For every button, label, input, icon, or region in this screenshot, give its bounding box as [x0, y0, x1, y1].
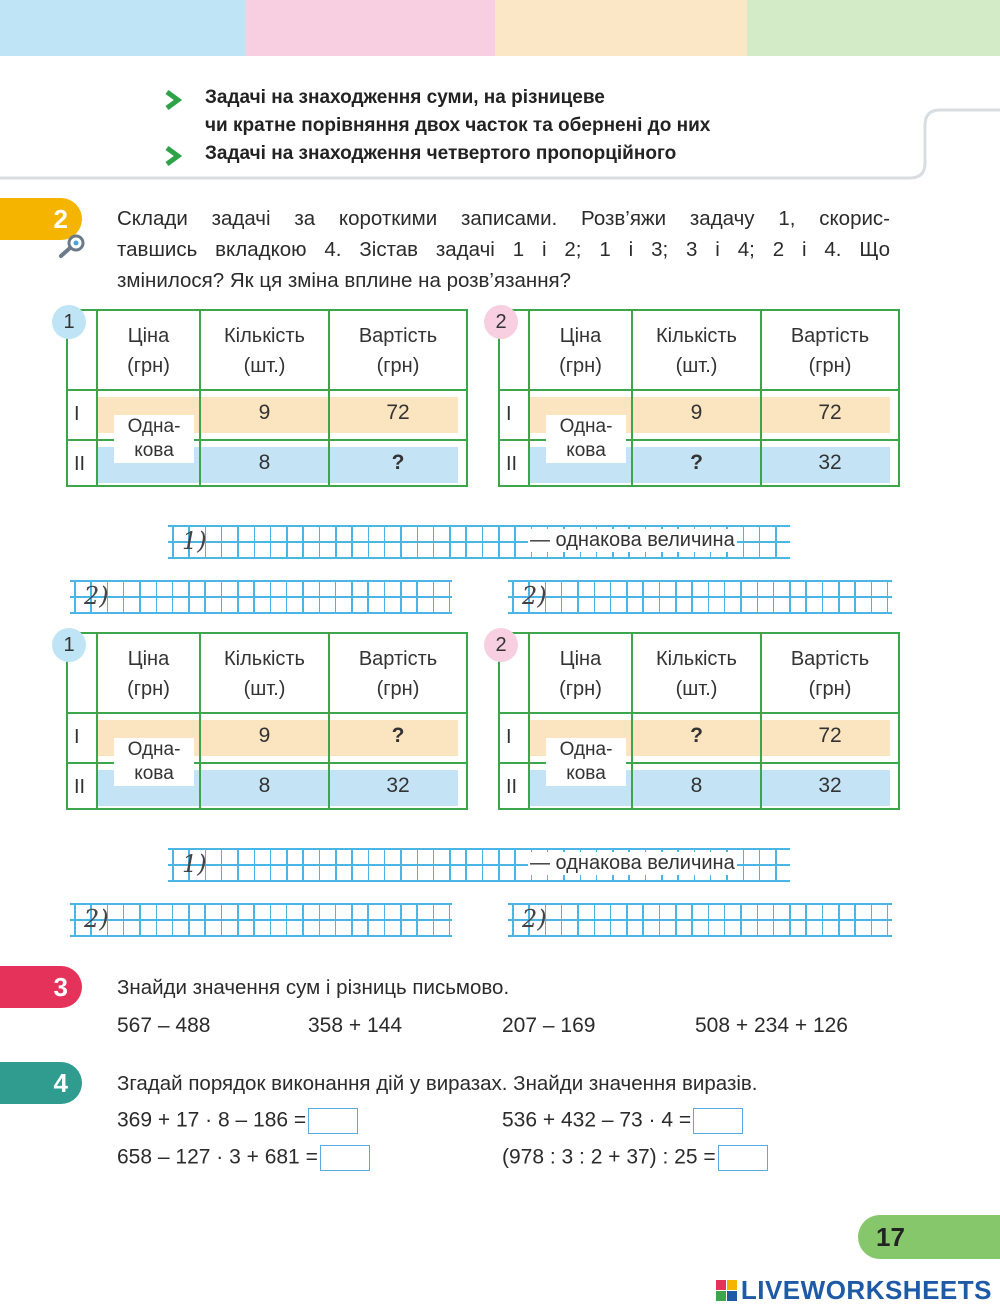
task4-expression-1: [117, 1108, 358, 1134]
grid-line: [577, 903, 579, 937]
grid-line: [514, 525, 516, 559]
grid-line: [351, 525, 353, 559]
grid-line: [561, 580, 563, 614]
answer-input[interactable]: [718, 1145, 768, 1171]
grid-line: [577, 580, 579, 614]
grid-line: [351, 580, 353, 614]
table-cell: 8: [690, 774, 703, 797]
grid-line: [659, 903, 661, 937]
same-label-line: кова: [546, 762, 626, 786]
grid-line: [626, 903, 628, 937]
brand-text: LIVEWORKSHEETS: [740, 1275, 992, 1305]
grid-line: [887, 903, 889, 937]
expression-text: 536 + 432 – 73 · 4 =: [502, 1108, 692, 1132]
header-line: Ціна: [559, 648, 602, 670]
answer-grid[interactable]: [70, 580, 452, 614]
grid-line: [508, 935, 892, 937]
grid-line: [156, 580, 158, 614]
task4-text: Згадай порядок виконання дій у виразах. Знайди значення виразів.: [117, 1072, 758, 1095]
grid-line: [449, 903, 451, 937]
column-header-cost: [330, 644, 466, 704]
grid-line: [302, 525, 304, 559]
brand-logo-icon: [716, 1280, 737, 1301]
answer-input[interactable]: [693, 1108, 743, 1134]
grid-line: [253, 903, 255, 937]
grid-line: [70, 580, 452, 582]
grid-line: [384, 848, 386, 882]
grid-line: [335, 580, 337, 614]
page-number: 17: [858, 1215, 1000, 1259]
table-cell: 72: [818, 401, 842, 424]
grid-line: [168, 557, 790, 559]
column-header-cost: [762, 321, 898, 381]
grid-line: [708, 903, 710, 937]
grid-line: [221, 525, 223, 559]
grid-line: [482, 525, 484, 559]
grid-line: [775, 525, 777, 559]
row-label: I: [74, 726, 80, 748]
grid-line: [512, 903, 514, 937]
unknown-value: ?: [690, 451, 703, 474]
grid-line: [789, 580, 791, 614]
same-price-label: [114, 415, 194, 463]
grid-line: [70, 596, 452, 598]
header-line: (грн): [376, 678, 420, 700]
header-line: Вартість: [358, 325, 438, 347]
grid-line: [759, 525, 761, 559]
grid-line: [433, 580, 435, 614]
grid-line: [237, 580, 239, 614]
table-cell: 32: [818, 451, 842, 474]
grid-line: [757, 580, 759, 614]
handwritten-number: 2): [522, 905, 547, 933]
grid-line: [270, 848, 272, 882]
header-line: Кількість: [224, 648, 305, 670]
grid-line: [400, 848, 402, 882]
grid-line: [400, 580, 402, 614]
unknown-value: ?: [690, 724, 703, 747]
answer-input[interactable]: [320, 1145, 370, 1171]
grid-line: [757, 903, 759, 937]
unknown-value: ?: [391, 724, 405, 747]
grid-line: [871, 903, 873, 937]
grid-line: [610, 580, 612, 614]
grid-line: [887, 580, 889, 614]
row-label: II: [74, 453, 86, 475]
task3-expression: 567 – 488: [117, 1014, 211, 1037]
grid-line: [351, 848, 353, 882]
grid-line: [302, 903, 304, 937]
same-label-line: кова: [114, 762, 194, 786]
table-divider: [500, 389, 898, 391]
grid-line: [123, 903, 125, 937]
row-label: II: [74, 776, 86, 798]
grid-line: [139, 903, 141, 937]
grid-line: [237, 525, 239, 559]
answer-grid[interactable]: [508, 580, 892, 614]
column-header-price: [530, 644, 631, 704]
grid-line: [759, 848, 761, 882]
handwritten-number: 2): [522, 582, 547, 610]
grid-line: [838, 580, 840, 614]
same-label-line: Одна-: [546, 415, 626, 439]
grid-line: [335, 848, 337, 882]
grid-line: [335, 525, 337, 559]
header-line: Вартість: [790, 325, 870, 347]
grid-line: [691, 580, 693, 614]
grid-line: [740, 903, 742, 937]
column-header-price: [98, 644, 199, 704]
table-cell: 32: [386, 774, 410, 797]
grid-line: [172, 525, 174, 559]
answer-grid[interactable]: [168, 525, 790, 559]
same-label-line: кова: [546, 439, 626, 463]
grid-line: [368, 848, 370, 882]
grid-line: [237, 848, 239, 882]
grid-line: [204, 580, 206, 614]
header-line: (грн): [559, 355, 602, 377]
task3-expression: 358 + 144: [308, 1014, 403, 1037]
grid-line: [416, 580, 418, 614]
grid-line: [172, 903, 174, 937]
task4-expression-4: [502, 1145, 768, 1171]
grid-line: [270, 903, 272, 937]
task-number-3: 3: [0, 966, 82, 1008]
grid-line: [123, 580, 125, 614]
same-label-line: Одна-: [546, 738, 626, 762]
column-header-cost: [762, 644, 898, 704]
table-divider: [68, 389, 466, 391]
grid-line: [286, 525, 288, 559]
table-number-badge: 1: [52, 305, 86, 339]
grid-line: [168, 525, 790, 527]
grid-line: [254, 525, 256, 559]
header-line: (шт.): [243, 678, 286, 700]
table-number-badge: 1: [52, 628, 86, 662]
row-label: II: [506, 453, 518, 475]
task4-expression-2: [502, 1108, 743, 1134]
grid-line: [417, 525, 419, 559]
grid-line: [70, 935, 452, 937]
task2-text-line-2: тавшись вкладкою 4. Зістав задачі 1 і 2; 1 і 3; 3 і 4; 2 і 4. Що: [117, 238, 890, 261]
grid-line: [508, 919, 892, 921]
grid-line: [384, 903, 386, 937]
grid-line: [789, 903, 791, 937]
header-line: (грн): [127, 678, 170, 700]
column-header-price: [530, 321, 631, 381]
grid-line: [74, 903, 76, 937]
grid-line: [449, 848, 451, 882]
handwritten-number: 2): [84, 905, 109, 933]
topic-line-1: Задачі на знаходження суми, на різницеве: [205, 87, 605, 108]
grid-line: [871, 580, 873, 614]
grid-line: [822, 903, 824, 937]
liveworksheets-logo: [716, 1275, 992, 1306]
grid-line: [139, 580, 141, 614]
grid-line: [384, 580, 386, 614]
grid-line: [626, 580, 628, 614]
header-line: (шт.): [243, 355, 286, 377]
header-line: (грн): [808, 355, 852, 377]
handwritten-number: 1): [182, 527, 207, 555]
grid-line: [482, 848, 484, 882]
same-label-line: Одна-: [114, 738, 194, 762]
row-label: I: [506, 726, 512, 748]
header-line: Ціна: [559, 325, 602, 347]
grid-line: [335, 903, 337, 937]
grid-line: [319, 580, 321, 614]
grid-line: [417, 848, 419, 882]
grid-line: [773, 903, 775, 937]
column-header-price: [98, 321, 199, 381]
table-divider: [500, 712, 898, 714]
row-label: I: [506, 403, 512, 425]
grid-line: [594, 580, 596, 614]
header-line: Ціна: [127, 325, 170, 347]
task-number-4: 4: [0, 1062, 82, 1104]
grid-line: [508, 580, 892, 582]
task3-text: Знайди значення сум і різниць письмово.: [117, 976, 510, 999]
table-number-badge: 2: [484, 628, 518, 662]
answer-grid[interactable]: [70, 903, 452, 937]
header-line: (грн): [127, 355, 170, 377]
grid-line: [508, 903, 892, 905]
grid-line: [400, 903, 402, 937]
header-line: Вартість: [358, 648, 438, 670]
same-quantity-label: — однакова величина: [530, 529, 735, 551]
grid-line: [172, 580, 174, 614]
short-record-table: [498, 309, 900, 487]
table-divider: [68, 712, 466, 714]
grid-line: [237, 903, 239, 937]
grid-line: [805, 903, 807, 937]
chevron-right-icon: [164, 90, 182, 110]
header-line: Кількість: [656, 325, 737, 347]
grid-line: [610, 903, 612, 937]
table-cell: 72: [386, 401, 410, 424]
grid-line: [221, 580, 223, 614]
grid-line: [188, 580, 190, 614]
grid-line: [642, 903, 644, 937]
grid-line: [514, 848, 516, 882]
grid-line: [221, 903, 223, 937]
grid-line: [286, 848, 288, 882]
table-cell: 8: [258, 451, 271, 474]
grid-line: [270, 525, 272, 559]
grid-line: [708, 580, 710, 614]
grid-line: [642, 580, 644, 614]
grid-line: [743, 525, 745, 559]
grid-line: [691, 903, 693, 937]
grid-line: [854, 580, 856, 614]
grid-line: [449, 525, 451, 559]
task3-expression: 207 – 169: [502, 1014, 596, 1037]
expression-text: (978 : 3 : 2 + 37) : 25 =: [502, 1145, 716, 1169]
grid-line: [351, 903, 353, 937]
topic-line-2: чи кратне порівняння двох часток та обернені до них: [205, 115, 711, 136]
answer-grid[interactable]: [168, 848, 790, 882]
grid-line: [773, 580, 775, 614]
grid-line: [302, 848, 304, 882]
task2-text-line-3: змінилося? Як ця зміна вплине на розв’язання?: [117, 269, 572, 292]
header-line: Вартість: [790, 648, 870, 670]
grid-line: [172, 848, 174, 882]
same-label-line: Одна-: [114, 415, 194, 439]
same-label-line: кова: [114, 439, 194, 463]
grid-line: [508, 596, 892, 598]
header-line: (шт.): [675, 355, 718, 377]
grid-line: [286, 580, 288, 614]
grid-line: [743, 848, 745, 882]
grid-line: [319, 848, 321, 882]
grid-line: [838, 903, 840, 937]
grid-line: [465, 848, 467, 882]
table-cell: 32: [818, 774, 842, 797]
grid-line: [368, 525, 370, 559]
grid-line: [675, 903, 677, 937]
chevron-right-icon: [164, 146, 182, 166]
grid-line: [433, 848, 435, 882]
grid-line: [70, 919, 452, 921]
handwritten-number: 1): [182, 850, 207, 878]
row-label: II: [506, 776, 518, 798]
grid-line: [498, 848, 500, 882]
grid-line: [319, 525, 321, 559]
grid-line: [319, 903, 321, 937]
header-line: (грн): [808, 678, 852, 700]
grid-line: [253, 580, 255, 614]
table-cell: 9: [258, 401, 271, 424]
same-price-label: [546, 415, 626, 463]
grid-line: [449, 580, 451, 614]
grid-line: [70, 612, 452, 614]
grid-line: [561, 903, 563, 937]
grid-line: [822, 580, 824, 614]
grid-line: [74, 580, 76, 614]
grid-line: [367, 580, 369, 614]
grid-line: [168, 880, 790, 882]
header-line: (грн): [376, 355, 420, 377]
answer-grid[interactable]: [508, 903, 892, 937]
row-label: I: [74, 403, 80, 425]
grid-line: [156, 903, 158, 937]
table-cell: 9: [690, 401, 703, 424]
header-line: Ціна: [127, 648, 170, 670]
header-line: (грн): [559, 678, 602, 700]
short-record-table: [66, 309, 468, 487]
table-cell: 8: [258, 774, 271, 797]
unknown-value: ?: [391, 451, 405, 474]
same-price-label: [546, 738, 626, 786]
expression-text: 658 – 127 · 3 + 681 =: [117, 1145, 318, 1169]
grid-line: [204, 903, 206, 937]
header-line: Кількість: [224, 325, 305, 347]
grid-line: [740, 580, 742, 614]
grid-line: [221, 848, 223, 882]
grid-line: [400, 525, 402, 559]
table-number-badge: 2: [484, 305, 518, 339]
handwritten-number: 2): [84, 582, 109, 610]
grid-line: [805, 580, 807, 614]
grid-line: [270, 580, 272, 614]
grid-line: [675, 580, 677, 614]
grid-line: [659, 580, 661, 614]
column-header-quantity: [201, 644, 328, 704]
grid-line: [188, 903, 190, 937]
grid-line: [433, 903, 435, 937]
short-record-table: [498, 632, 900, 810]
column-header-quantity: [633, 321, 760, 381]
grid-line: [724, 903, 726, 937]
table-cell: 72: [818, 724, 842, 747]
task2-text-line-1: Склади задачі за короткими записами. Розв’яжи задачу 1, скорис-: [117, 207, 890, 230]
task3-expression: 508 + 234 + 126: [695, 1014, 848, 1037]
grid-line: [302, 580, 304, 614]
grid-line: [775, 848, 777, 882]
short-record-table: [66, 632, 468, 810]
grid-line: [254, 848, 256, 882]
grid-line: [594, 903, 596, 937]
same-price-label: [114, 738, 194, 786]
same-quantity-label: — однакова величина: [530, 852, 735, 874]
expression-text: 369 + 17 · 8 – 186 =: [117, 1108, 307, 1132]
header-line: (шт.): [675, 678, 718, 700]
grid-line: [367, 903, 369, 937]
grid-line: [512, 580, 514, 614]
grid-line: [433, 525, 435, 559]
column-header-quantity: [633, 644, 760, 704]
grid-line: [724, 580, 726, 614]
grid-line: [498, 525, 500, 559]
topic-line-3: Задачі на знаходження четвертого пропорційного: [205, 143, 677, 164]
column-header-cost: [330, 321, 466, 381]
magnifier-icon: [58, 232, 88, 260]
header-line: Кількість: [656, 648, 737, 670]
task-number-2: 2: [0, 198, 82, 240]
grid-line: [854, 903, 856, 937]
grid-line: [416, 903, 418, 937]
grid-line: [168, 848, 790, 850]
grid-line: [384, 525, 386, 559]
grid-line: [465, 525, 467, 559]
table-cell: 9: [258, 724, 271, 747]
grid-line: [508, 612, 892, 614]
answer-input[interactable]: [308, 1108, 358, 1134]
grid-line: [286, 903, 288, 937]
grid-line: [70, 903, 452, 905]
column-header-quantity: [201, 321, 328, 381]
task4-expression-3: [117, 1145, 370, 1171]
